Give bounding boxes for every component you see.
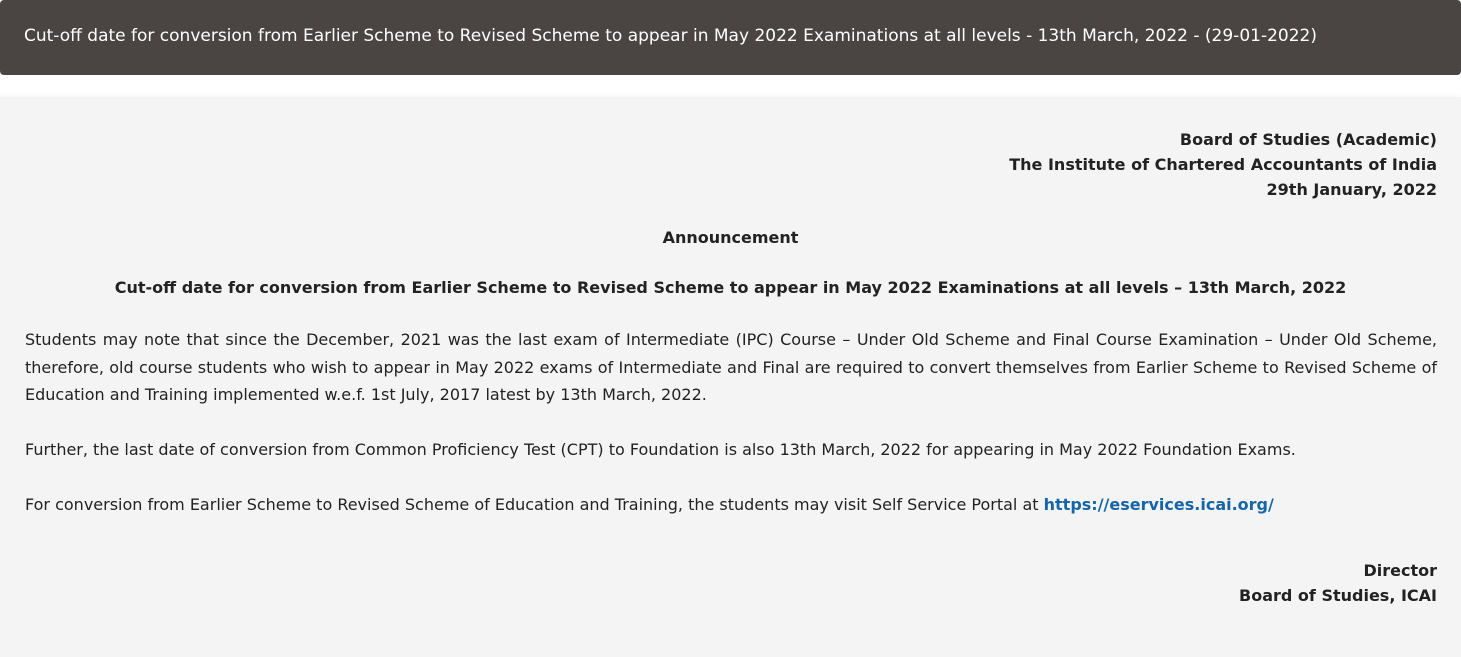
page-title: Cut-off date for conversion from Earlier Scheme to Revised Scheme to appear in May 2022 Examinations at all levels - 13th March, 2022 - (29-01-2022) [24, 25, 1317, 46]
title-bar[interactable] [0, 0, 1461, 75]
signatory-title: Director [1363, 561, 1437, 580]
issue-date: 29th January, 2022 [1266, 180, 1437, 199]
signature-block [1239, 558, 1437, 608]
signatory-org: Board of Studies, ICAI [1239, 586, 1437, 605]
announcement-content [0, 97, 1461, 657]
paragraph-2: Further, the last date of conversion from Common Proficiency Test (CPT) to Foundation is also 13th March, 2022 for appearing in May 2022 Foundation Exams. [25, 440, 1296, 459]
announcement-heading: Announcement [662, 228, 799, 247]
paragraph-3-text: For conversion from Earlier Scheme to Revised Scheme of Education and Training, the students may visit Self Service Portal at [25, 495, 1044, 514]
paragraph-3 [25, 491, 1437, 519]
issuer-line-1: Board of Studies (Academic) [1179, 130, 1437, 149]
issuer-line-2: The Institute of Chartered Accountants of India [1009, 155, 1437, 174]
issuer-header [1009, 127, 1437, 202]
paragraph-1: Students may note that since the December, 2021 was the last exam of Intermediate (IPC) Course – Under Old Scheme and Final Course Examination – Under Old Scheme, therefore, old course students who wish to appear in May 2022 exams of Intermediate and Final are required to convert themselves from Earlier Scheme to Revised Scheme of Education and Training implemented w.e.f. 1st July, 2017 latest by 13th March, 2022. [25, 330, 1437, 404]
self-service-portal-link[interactable]: https://eservices.icai.org/ [1043, 495, 1274, 514]
announcement-subject: Cut-off date for conversion from Earlier Scheme to Revised Scheme to appear in May 2022 Examinations at all levels – 13th March, 2022 [114, 278, 1347, 297]
